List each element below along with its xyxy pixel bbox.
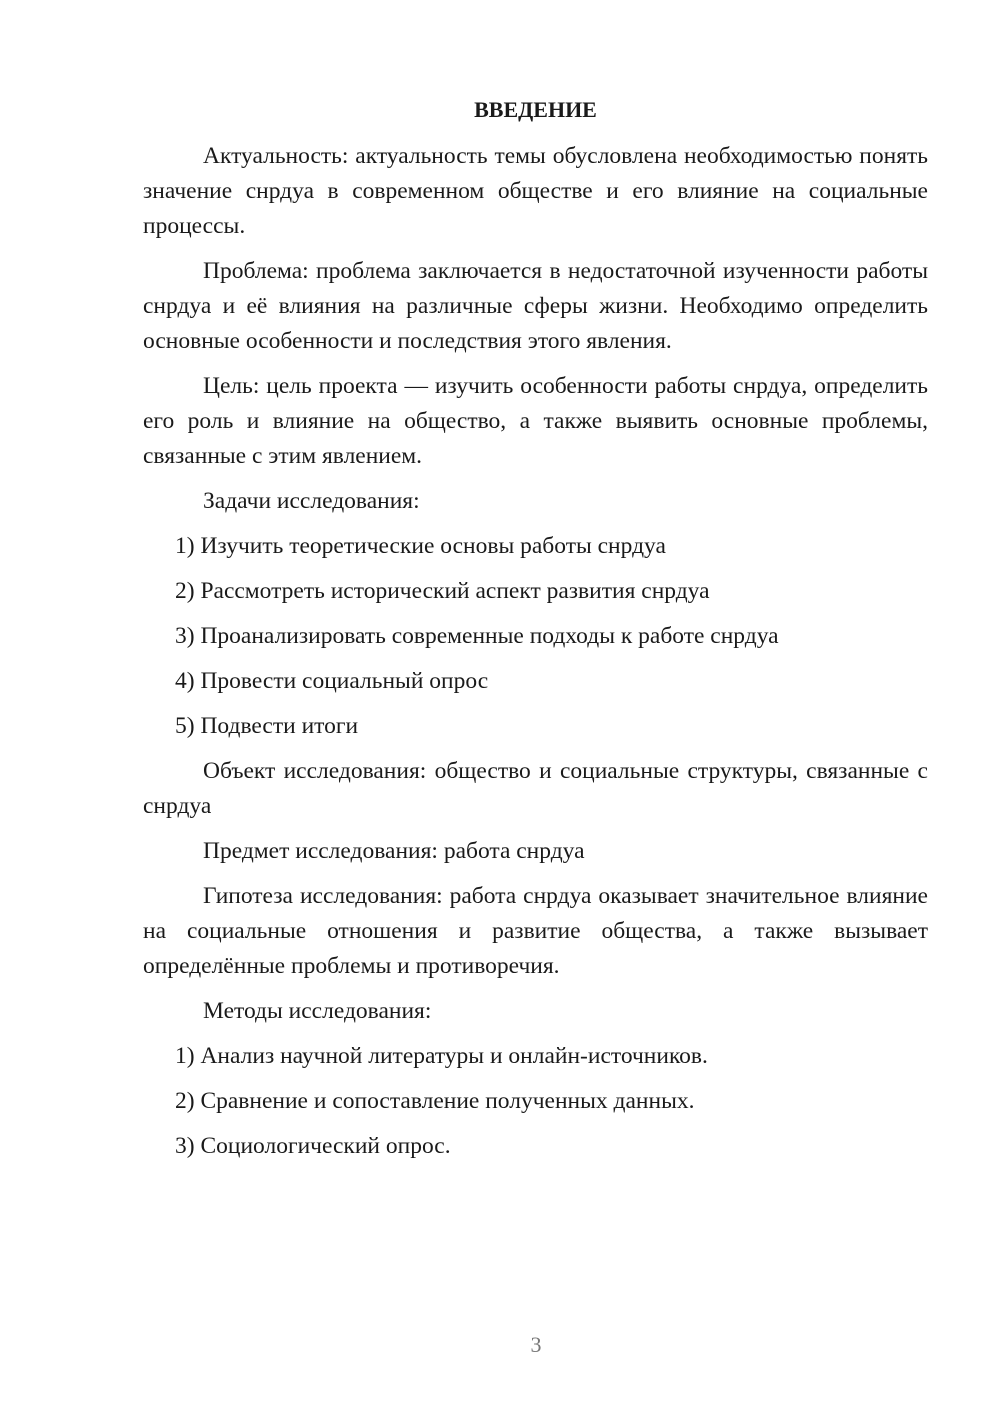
list-item: 3) Социологический опрос. <box>175 1133 451 1159</box>
list-item: 1) Изучить теоретические основы работы снрдуа <box>175 533 666 559</box>
list-item: 5) Подвести итоги <box>175 713 359 739</box>
hypothesis-paragraph: Гипотеза исследования: работа снрдуа оказывает значительное влияние на социальные отношения и развитие общества, а также вызывает определённые проблемы и противоречия. <box>143 883 928 979</box>
list-item: 2) Сравнение и сопоставление полученных данных. <box>175 1088 695 1114</box>
page-number: 3 <box>530 1332 542 1357</box>
tasks-title: Задачи исследования: <box>203 488 420 514</box>
section-heading: ВВЕДЕНИЕ <box>474 97 597 122</box>
goal-paragraph: Цель: цель проекта — изучить особенности работы снрдуа, определить его роль и влияние на общество, а также выявить основные проблемы, связанные с этим явлением. <box>143 373 928 469</box>
tasks-list <box>143 529 928 744</box>
relevance-paragraph: Актуальность: актуальность темы обусловлена необходимостью понять значение снрдуа в современном обществе и его влияние на социальные процессы. <box>143 143 928 239</box>
list-item: 3) Проанализировать современные подходы к работе снрдуа <box>175 623 779 649</box>
problem-paragraph: Проблема: проблема заключается в недостаточной изученности работы снрдуа и её влияния на различные сферы жизни. Необходимо определить основные особенности и последствия этого явления. <box>143 258 928 354</box>
list-item: 4) Провести социальный опрос <box>175 668 489 694</box>
list-item: 1) Анализ научной литературы и онлайн-источников. <box>175 1043 708 1069</box>
list-item: 2) Рассмотреть исторический аспект развития снрдуа <box>175 578 710 604</box>
document-body <box>143 92 928 1174</box>
object-paragraph: Объект исследования: общество и социальные структуры, связанные с снрдуа <box>143 758 928 819</box>
methods-title: Методы исследования: <box>203 998 432 1024</box>
methods-list <box>143 1039 928 1164</box>
subject-paragraph: Предмет исследования: работа снрдуа <box>203 838 585 864</box>
